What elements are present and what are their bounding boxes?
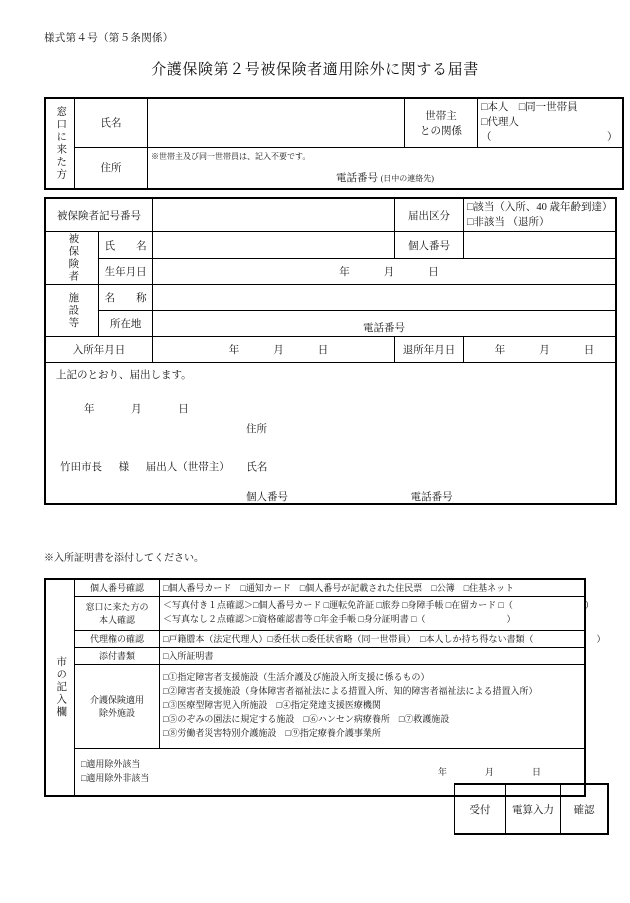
exclusion-not-applicable[interactable]: □適用除外非該当 [81,772,150,783]
stamp-columns-table [454,783,609,835]
personal-number-label: 個人番号 [395,232,464,259]
visitor-address-label: 住所 [75,147,148,189]
exclusion-item-4[interactable]: □⑤のぞみの園法に規定する施設 □⑥ハンセン病療養所 □⑦救護施設 [163,713,450,724]
discharge-date-label: 退所年月日 [395,337,464,363]
relation-label: 世帯主 との関係 [405,98,478,147]
city-use-table [44,578,606,797]
relation-options[interactable] [478,98,624,147]
relation-option-self-household[interactable]: □本人 □同一世帯員 [481,102,578,113]
birth-day: 日 [428,267,439,279]
stamp-reception[interactable]: 受付 [455,784,506,834]
declaration-date[interactable] [84,405,223,416]
result-day: 日 [531,767,541,777]
category-label: 届出区分 [395,198,464,232]
declaration-phone-label: 電話番号 [410,492,453,504]
result-month: 月 [484,767,494,777]
insured-table [44,197,617,505]
declaration-personal-number-label: 個人番号 [246,492,288,504]
facility-address-label: 所在地 [99,311,153,337]
birth-date-input[interactable] [153,258,617,285]
declaration-footer [246,493,453,504]
facility-side-label: 施設等 [45,285,99,337]
stamp-confirm[interactable]: 確認 [561,784,609,834]
page-title: 介護保険第２号被保険者適用除外に関する届書 [151,62,479,78]
visitor-address-cell[interactable] [148,147,624,189]
declaration-address-label: 住所 [246,424,267,436]
insured-number-label: 被保険者記号番号 [45,198,153,232]
facility-phone-label: 電話番号 [363,323,405,335]
facility-name-label: 名 称 [99,285,153,311]
attachment-options[interactable] [160,647,586,664]
visitor-phone-note: (日中の連絡先) [380,173,434,183]
exclusion-applicable[interactable]: □適用除外該当 [81,758,141,769]
declaration-mayor-line [60,463,281,474]
attachment-note: ※入所証明書を添付してください。 [44,553,204,564]
admission-year: 年 [228,345,240,357]
exclusion-item-3[interactable]: □③医療型障害児入所施設 □④指定発達支援医療機関 [163,700,381,711]
birth-date-label: 生年月日 [99,258,153,285]
exclusion-item-5[interactable]: □⑧労働者災害特別介護施設 □⑨指定療養介護事業所 [163,727,381,738]
visitor-name-label: 氏名 [75,98,148,147]
row-label-personal-number-check: 個人番号確認 [75,579,160,596]
birth-year: 年 [339,267,350,279]
admission-date-label: 入所年月日 [45,337,153,363]
declaration-statement: 上記のとおり、届出します。 [56,370,192,382]
facility-name-input[interactable] [153,285,617,311]
insured-side-label: 被保険者 [45,232,99,285]
check-line-photo-none-two[interactable]: ＜写真なし２点確認＞□資格確認書等 □年金手帳 □身分証明書 □（ ） [163,614,516,624]
category-option-not-applicable[interactable]: □非該当 （退所） [467,217,550,229]
exclusion-facility-options[interactable] [160,664,586,748]
mayor-honorific: 様 [118,462,130,474]
admission-date-input[interactable] [153,337,395,363]
row-label-exclusion-facility: 介護保険適用 除外施設 [75,664,160,748]
admission-month: 月 [273,345,284,357]
exclusion-result-options[interactable] [75,749,403,795]
facility-address-input[interactable] [153,311,617,337]
declaration-day: 日 [178,404,189,416]
row-label-agency-check: 代理権の確認 [75,630,160,647]
insured-name-input[interactable] [153,232,395,259]
discharge-year: 年 [494,345,506,357]
visitor-table [44,97,624,190]
birth-month: 月 [383,267,395,279]
applicant-name-label: 氏名 [246,462,268,474]
declaration-year: 年 [84,404,95,416]
discharge-date-input[interactable] [464,337,617,363]
admission-day: 日 [317,345,329,357]
check-line[interactable]: □個人番号カード □通知カード □個人番号が記載された住民票 □公簿 □住基ネット [163,583,515,594]
visitor-side-label: 窓口に来た方 [45,98,75,189]
exclusion-item-2[interactable]: □②障害者支援施設（身体障害者福祉法による措置入所、知的障害者福祉法による措置入所） [163,686,538,697]
visitor-phone-label: 電話番号 [336,172,379,184]
row-label-identity-check: 窓口に来た方の 本人確認 [75,596,160,630]
category-option-applicable[interactable]: □該当（入所、40 歳年齢到達） [467,202,613,213]
category-options[interactable] [464,198,617,232]
address-note: ※世帯主及び同一世帯員は、記入不要です。 [151,151,311,161]
agency-check-options[interactable] [160,630,606,647]
identity-check-options[interactable] [160,596,594,630]
insured-name-label: 氏 名 [99,232,153,259]
city-side-label: 市の記入欄 [45,579,75,796]
mayor-name: 竹田市長 [60,462,102,474]
row-label-attachments: 添付書類 [75,647,160,664]
personal-number-input[interactable] [464,232,617,259]
applicant-label: 届出人（世帯主） [145,462,230,474]
personal-number-check-options[interactable] [160,579,586,596]
result-year: 年 [437,767,447,777]
check-line[interactable]: □入所証明書 [163,651,214,661]
check-line-photo-one[interactable]: ＜写真付き１点確認＞□個人番号カード □運転免許証 □旅券 □身障手帳 □在留カード □（ ） [163,600,594,611]
discharge-day: 日 [583,345,595,357]
exclusion-item-1[interactable]: □①指定障害者支援施設（生活介護及び施設入所支援に係るもの） [163,672,430,683]
stamp-data-entry[interactable]: 電算入力 [506,784,561,834]
declaration-month: 月 [131,404,142,416]
declaration-cell [45,363,616,505]
form-number: 様式第４号（第５条関係） [44,33,174,44]
discharge-month: 月 [539,345,550,357]
relation-option-agent[interactable]: □代理人（ ） [481,117,618,144]
insured-number-cells[interactable] [153,198,395,232]
check-line[interactable]: □戸籍謄本（法定代理人）□委任状 □委任状省略（同一世帯員） □本人しか持ち得ない書類（ ） [163,634,606,644]
visitor-name-input[interactable] [148,98,405,147]
